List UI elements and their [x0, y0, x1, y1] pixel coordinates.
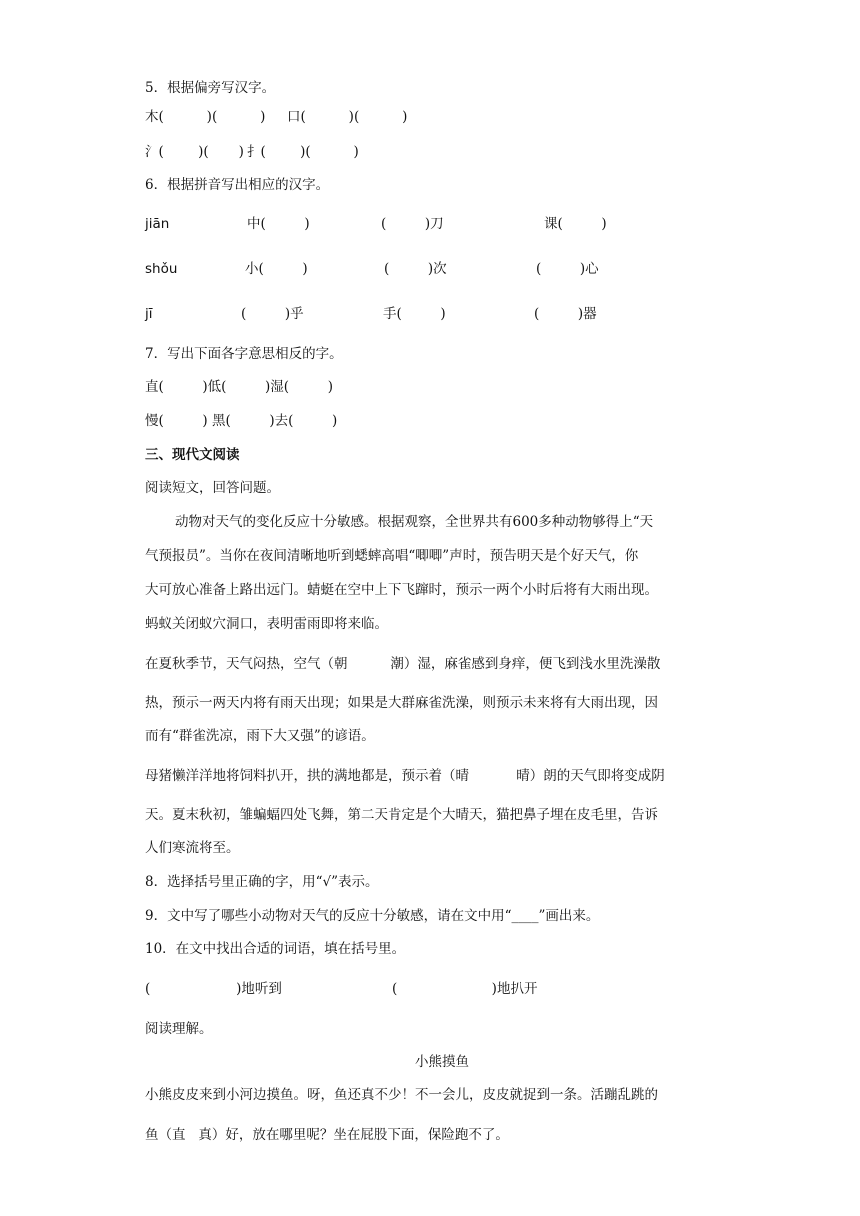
q5-row1-mouth: 口( )( )	[287, 109, 408, 125]
story-line-2: 鱼（直 真）好，放在哪里呢？坐在屁股下面，保险跑不了。	[145, 1127, 509, 1143]
passage-line-10: 人们寒流将至。	[145, 840, 240, 856]
q6-pinyin-shou: shǒu	[145, 261, 178, 277]
story-line-1: 小熊皮皮来到小河边摸鱼。呀，鱼还真不少！不一会儿，皮皮就捉到一条。活蹦乱跳的	[145, 1087, 658, 1103]
passage-line-5: 在夏秋季节，天气闷热，空气（朝 潮）湿，麻雀感到身痒，便飞到浅水里洗澡散	[145, 656, 661, 672]
q5-row2-hand: 扌( )( )	[247, 144, 359, 160]
passage-line-8: 母猪懒洋洋地将饲料扒开，拱的满地都是，预示着（晴 晴）朗的天气即将变成阴	[145, 768, 665, 784]
passage-line-7: 而有“群雀洗凉，雨下大又强”的谚语。	[145, 728, 375, 744]
passage-line-6: 热，预示一两天内将有雨天出现；如果是大群麻雀洗澡，则预示未来将有大雨出现，因	[145, 695, 658, 711]
passage-line-2: 气预报员”。当你在夜间清晰地听到蟋蟀高唱“唧唧”声时，预告明天是个好天气，你	[145, 548, 639, 564]
q8-text: 8．选择括号里正确的字，用“√”表示。	[145, 874, 379, 890]
passage-line-1: 动物对天气的变化反应十分敏感。根据观察，全世界共有600多种动物够得上“天	[175, 514, 654, 530]
passage-line-9: 天。夏末秋初，雏蝙蝠四处飞舞，第二天肯定是个大晴天，猫把鼻子埋在皮毛里，告诉	[145, 807, 658, 823]
q10-text: 10．在文中找出合适的词语，填在括号里。	[145, 941, 406, 957]
section3-heading: 三、现代文阅读	[145, 447, 240, 463]
q5-row2-water: 氵( )( )	[145, 144, 244, 160]
section3-instruction: 阅读短文，回答问题。	[145, 480, 280, 496]
q6-pinyin-ji: jī	[145, 306, 153, 322]
q6-ji-a: ( )乎	[241, 306, 304, 322]
q7-row2: 慢( ) 黑( )去( )	[145, 413, 338, 429]
q6-shou-a: 小( )	[245, 261, 308, 277]
q7-title: 7．写出下面各字意思相反的字。	[145, 346, 343, 362]
section4-instruction: 阅读理解。	[145, 1021, 213, 1037]
q6-shou-b: ( )次	[384, 261, 447, 277]
q6-jian-c: 课( )	[544, 216, 607, 232]
passage-line-4: 蚂蚁关闭蚁穴洞口，表明雷雨即将来临。	[145, 616, 388, 632]
q9-text: 9．文中写了哪些小动物对天气的反应十分敏感，请在文中用“____”画出来。	[145, 908, 600, 924]
story-title: 小熊摸鱼	[415, 1054, 469, 1070]
q5-title: 5．根据偏旁写汉字。	[145, 80, 276, 96]
q10-blank-b: ( )地扒开	[392, 981, 538, 997]
q7-row1: 直( )低( )湿( )	[145, 379, 333, 395]
q6-ji-b: 手( )	[383, 306, 446, 322]
passage-line-3: 大可放心准备上路出远门。蜻蜓在空中上下飞蹿时，预示一两个小时后将有大雨出现。	[145, 582, 658, 598]
q6-jian-b: ( )刀	[381, 216, 444, 232]
q6-jian-a: 中( )	[247, 216, 310, 232]
q6-pinyin-jian: jiān	[145, 216, 170, 232]
q6-ji-c: ( )器	[534, 306, 597, 322]
q6-title: 6．根据拼音写出相应的汉字。	[145, 177, 330, 193]
q6-shou-c: ( )心	[536, 261, 599, 277]
q10-blank-a: ( )地听到	[145, 981, 282, 997]
q5-row1-wood: 木( )( )	[145, 109, 266, 125]
